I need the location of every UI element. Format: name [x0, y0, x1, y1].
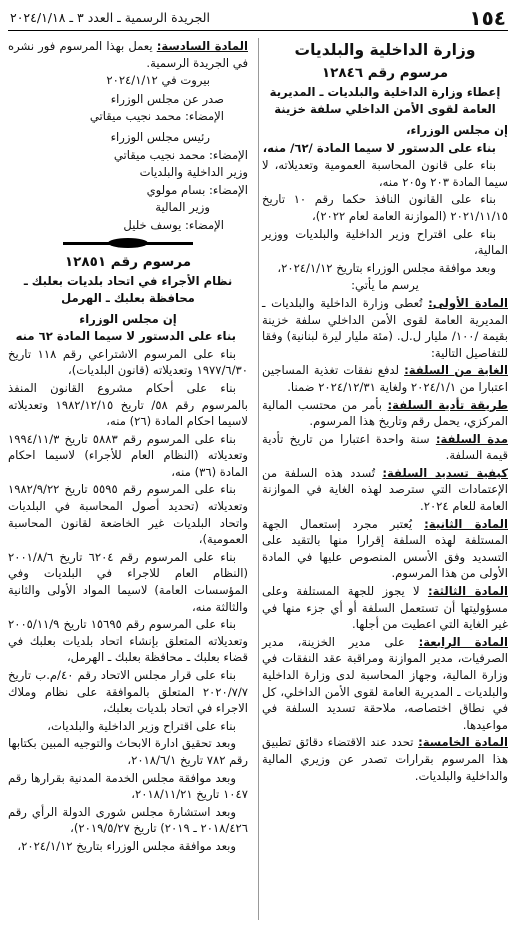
signature-1: الإمضاء: محمد نجيب ميقاتي [89, 109, 224, 124]
signature-4: الإمضاء: يوسف خليل [123, 217, 224, 232]
payment-clause [262, 397, 508, 430]
pm-title: رئيس مجلس الوزراء [110, 129, 210, 144]
finance-minister-title: وزير المالية [155, 200, 210, 215]
header-rule [8, 30, 508, 31]
article-3-text: لا يجوز للجهة المستلفة وعلى مسؤوليتها أن تستعمل السلفة أو أي جزء منها في غير الغاية التي اعطيت من أجلها. [262, 584, 508, 632]
d2-basis-5: بناء على المرسوم رقم ٥٥٩٥ تاريخ ١٩٨٢/٩/٢٢ وتعديلاته (تحديد أصول المحاسبة في البلديات واتحاد البلديات غير الخاضعة لقانون المحاسبة العمومية)، [8, 482, 248, 547]
payment-label: طريقة تأدية السلفة: [387, 397, 508, 412]
decree-2-subject: نظام الأجراء في اتحاد بلديات بعلبك ـ محافظة بعلبك ـ الهرمل [23, 273, 233, 305]
signature-2: الإمضاء: محمد نجيب ميقاتي [113, 147, 248, 162]
article-4 [262, 634, 508, 734]
repay-text: تُسدد هذه السلفة من الإعتمادات التي سترصد لهذه الغاية في الموازنة العامة للعام ٢٠٢٤. [262, 465, 508, 514]
purpose-text: لدفع نفقات تغذية المساجين اعتبارا من ٢٠٢٤/١/١ ولغاية ٢٠٢٤/١٢/٣١ ضمنا. [262, 363, 508, 394]
column-divider [258, 38, 259, 920]
d2-basis-6: بناء على المرسوم رقم ٦٢٠٤ تاريخ ٢٠٠١/٨/٦ (النظام العام للاجراء في البلديات وفي المؤسسات العامة) لاسيما المواد الأولى والثانية والثالثة منه، [8, 549, 248, 614]
article-4-label: المادة الرابعة: [418, 634, 508, 649]
place-date: بيروت في ٢٠٢٤/١/١٢ [106, 73, 210, 88]
issued-by: صدر عن مجلس الوزراء [110, 91, 224, 106]
payment-text: بأمر من محتسب المالية المركزي، يحمل رقم وتاريخ هذا المرسوم. [262, 397, 508, 429]
article-2 [262, 516, 508, 582]
article-3-label: المادة الثالثة: [427, 584, 508, 599]
article-5-text: تحدد عند الاقتضاء دقائق تطبيق هذا المرسوم بقرارات تصدر عن وزيري المالية والداخلية والبلديات. [262, 735, 508, 783]
article-2-label: المادة الثانية: [424, 516, 508, 531]
d2-basis-13: وبعد موافقة مجلس الوزراء بتاريخ ٢٠٢٤/١/١٢، [17, 838, 236, 853]
ministry-title: وزارة الداخلية والبلديات [294, 41, 476, 59]
left-column [8, 38, 248, 856]
decree-2-issuer: إن مجلس الوزراء [79, 311, 177, 326]
d2-basis-11: وبعد موافقة مجلس الخدمة المدنية بقرارها رقم ١٠٤٧ تاريخ ٢٠١٨/١١/٢١، [8, 770, 248, 802]
purpose-clause [262, 362, 508, 395]
duration-text: سنة واحدة اعتبارا من تاريخ تأدية قيمة السلفة. [262, 431, 508, 463]
section-separator [8, 238, 248, 248]
basis-budget-law: بناء على القانون النافذ حكما رقم ١٠ تاريخ ٢٠٢١/١١/١٥ (الموازنة العامة لعام ٢٠٢٢)، [262, 192, 508, 223]
signature-3: الإمضاء: بسام مولوي [146, 182, 248, 197]
article-1-label: المادة الأولى: [428, 295, 508, 310]
basis-accounting-law: بناء على قانون المحاسبة العمومية وتعديلاته، لا سيما المادة ٢٠٣ و٢٠٥ منه، [262, 158, 508, 189]
purpose-label: الغاية من السلفة: [404, 363, 508, 378]
article-5-label: المادة الخامسة: [418, 735, 508, 750]
duration-clause [262, 431, 508, 464]
article-6 [8, 38, 248, 71]
interior-minister-title: وزير الداخلية والبلديات [139, 165, 248, 180]
d2-basis-2: بناء على المرسوم الاشتراعي رقم ١١٨ تاريخ ١٩٧٧/٦/٣٠ وتعديلاته (قانون البلديات)، [8, 346, 248, 378]
d2-basis-7: بناء على المرسوم رقم ١٥٦٩٥ تاريخ ٢٠٠٥/١١/٩ وتعديلاته المتعلق بإنشاء اتحاد بلديات بعلبك في قضاء بعلبك ـ محافظة بعلبك ـ الهرمل، [8, 617, 248, 665]
article-2-text: يُعتبر مجرد إستعمال الجهة المستلفة لهذه السلفة إقرارا منها بالتقيد على التسديد وفق الأسس المنصوص عليها في المادة الأولى من هذا المرسوم. [262, 516, 508, 581]
article-6-label: المادة السادسة: [156, 39, 248, 53]
d2-basis-10: وبعد تحقيق ادارة الابحاث والتوجيه المبين بكتابها رقم ٧٨٢ تاريخ ٢٠١٨/٦/١، [8, 736, 248, 767]
d2-basis-4: بناء على المرسوم رقم ٥٨٨٣ تاريخ ١٩٩٤/١١/٣ وتعديلاته (النظام العام للأجراء) لاسيما احكام المادة (٣٦) منه، [8, 431, 248, 479]
decree-2-number: مرسوم رقم ١٢٨٥١ [64, 253, 192, 270]
d2-basis-3: بناء على أحكام مشروع القانون المنفذ بالمرسوم رقم ٥٨/ تاريخ ١٩٨٢/١٢/١٥ وتعديلاته لاسيما احكام المادة (٢٦) منه، [8, 380, 248, 429]
article-6-text: يعمل بهذا المرسوم فور نشره في الجريدة الرسمية. [8, 39, 248, 70]
article-3 [262, 583, 508, 633]
d2-basis-8: بناء على قرار مجلس الاتحاد رقم ٤٠/م.ب تاريخ ٢٠٢٠/٧/٧ المتعلق بالموافقة على نظام وملاك الاجراء في اتحاد بلديات بعلبك، [8, 668, 248, 716]
basis-constitution: بناء على الدستور لا سيما المادة /٦٢/ منه، [262, 140, 496, 155]
repay-label: كيفية تسديد السلفة: [382, 465, 508, 480]
basis-approval: وبعد موافقة مجلس الوزراء بتاريخ ٢٠٢٤/١/١٢، [277, 260, 496, 275]
right-column [262, 38, 508, 785]
basis-proposal: بناء على اقتراح وزير الداخلية والبلديات ووزير المالية، [262, 226, 508, 258]
d2-basis-1: بناء على الدستور لا سيما المادة ٦٢ منه [15, 329, 236, 344]
page-number: ١٥٤ [469, 6, 506, 30]
decree-subject: إعطاء وزارة الداخلية والبلديات ـ المديرية العامة لقوى الأمن الداخلي سلفة خزينة [269, 85, 501, 116]
decree-number: مرسوم رقم ١٢٨٤٦ [321, 65, 449, 81]
article-1-text: تُعطى وزارة الداخلية والبلديات ـ المديرية العامة لقوى الأمن الداخلي سلفة خزينة بقيمة /١٠٠/ مليار ل.ل. (مئة مليار ليرة لبنانية) وفقا للتفاصيل التالية: [262, 295, 508, 360]
article-5 [262, 734, 508, 784]
duration-label: مدة السلفة: [435, 431, 508, 446]
running-title: الجريدة الرسمية ـ العدد ٣ ـ ٢٠٢٤/١/١٨ [10, 10, 210, 25]
d2-basis-9: بناء على اقتراح وزير الداخلية والبلديات، [47, 718, 236, 733]
repay-clause [262, 465, 508, 515]
article-1 [262, 295, 508, 361]
d2-basis-12: وبعد استشارة مجلس شورى الدولة الرأي رقم ٢٠١٨/٤٢٦ ـ ٢٠١٩) تاريخ ٢٠١٩/٥/٢٧)، [8, 804, 248, 836]
page-header [8, 4, 508, 32]
decrees-line: يرسم ما يأتي: [351, 278, 419, 293]
issuer-line: إن مجلس الوزراء، [406, 123, 508, 137]
article-4-text: على مدير الخزينة، مدير الصرفيات، مدير الموازنة ومراقبة عقد النفقات في وزارة المالية، وجهاز المحاسبة لدى وزارة الداخلية والبلديات ـ المديرية العامة لقوى الأمن الداخلي، كل في نطاق اختصاصه، ملاحقة تسديد السلفة في مواعيدها. [262, 634, 508, 732]
